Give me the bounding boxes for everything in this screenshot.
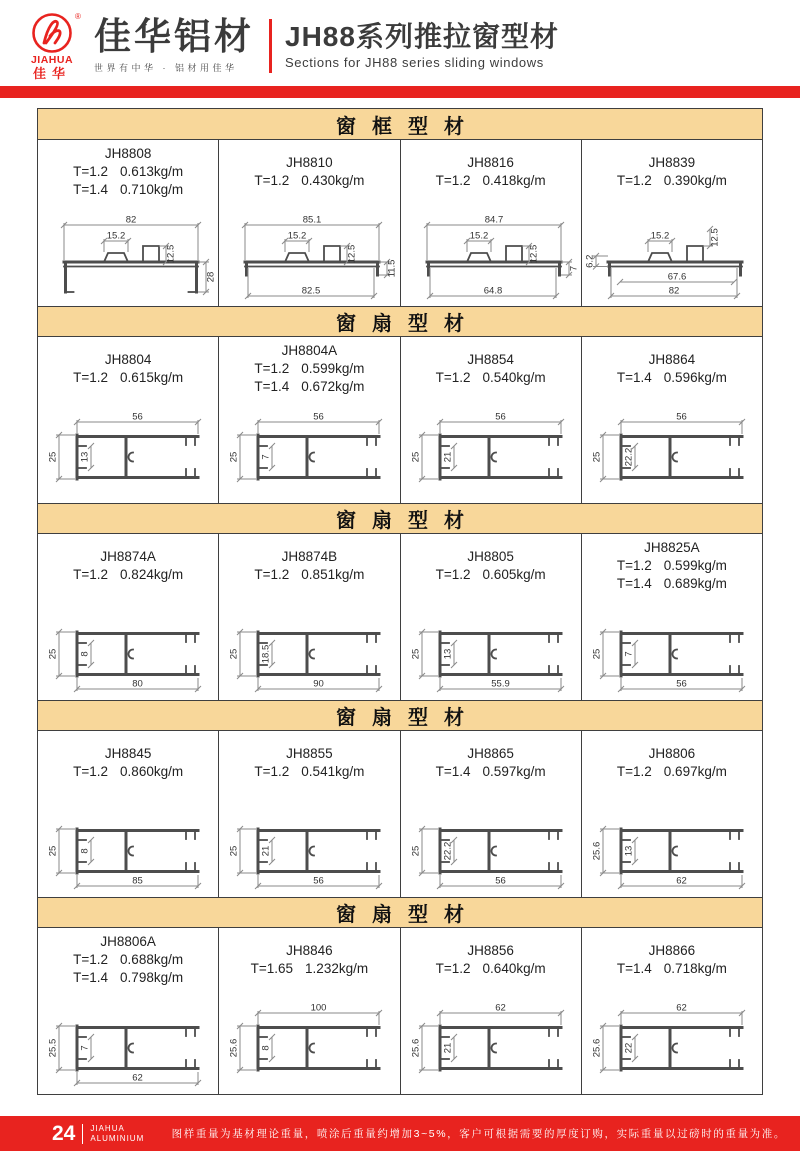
spec-thickness: T=1.2 xyxy=(254,567,290,582)
section-title: 窗扇型材 xyxy=(38,700,762,731)
spec-thickness: T=1.4 xyxy=(616,961,652,976)
brand-slogan: 世界有中华 · 铝材用佳华 xyxy=(94,62,238,73)
dim-label: 25 xyxy=(591,648,603,660)
profile-spec xyxy=(73,951,183,969)
spec-weight: 0.860kg/m xyxy=(120,764,184,779)
spec-weight: 0.430kg/m xyxy=(301,173,365,188)
profile-spec xyxy=(254,378,364,396)
profile-spec xyxy=(73,369,183,387)
dim-label: 8 xyxy=(79,651,91,657)
spec-thickness: T=1.2 xyxy=(73,567,109,582)
profile-cell-text xyxy=(251,928,368,988)
catalog-section xyxy=(38,503,762,700)
dim-label: 80 xyxy=(132,678,143,690)
spec-weight: 0.599kg/m xyxy=(663,558,727,573)
profile-cross-section-drawing xyxy=(221,799,397,895)
spec-weight: 0.824kg/m xyxy=(120,567,184,582)
footer-separator xyxy=(82,1124,83,1144)
dim-label: 12.5 xyxy=(709,228,721,247)
dim-label: 62 xyxy=(494,1002,506,1014)
profile-spec xyxy=(617,369,727,387)
profile-cell xyxy=(219,534,400,700)
dim-label: 25 xyxy=(591,451,603,463)
footer-note: 图样重量为基材理论重量，喷涂后重量约增加3~5%，客户可根据需要的厚度订购，实际重量以过磅时的重量为准。 xyxy=(171,1128,786,1140)
profile-cell-text xyxy=(73,731,183,791)
profile-model: JH8854 xyxy=(467,352,514,367)
profile-model: JH8816 xyxy=(467,155,514,170)
dim-label: 25 xyxy=(228,845,240,857)
dim-label: 7 xyxy=(568,265,579,272)
profile-cell xyxy=(38,731,219,897)
profile-cell xyxy=(38,534,219,700)
profile-cell-text xyxy=(436,928,546,988)
profile-cross-section-drawing xyxy=(40,405,216,501)
profile-model: JH8864 xyxy=(648,352,696,367)
profile-model: JH8845 xyxy=(104,746,152,761)
profile-cell xyxy=(219,928,400,1094)
profile-cell-text xyxy=(73,928,183,988)
dim-label: 25 xyxy=(410,845,422,857)
dim-label: 25.5 xyxy=(47,1038,59,1058)
footer-brand-line2: ALUMINIUM xyxy=(90,1133,145,1143)
section-title: 窗扇型材 xyxy=(38,897,762,928)
profile-cell xyxy=(401,731,582,897)
dim-label: 22.2 xyxy=(442,841,454,861)
profile-cell-text xyxy=(254,337,364,397)
section-title: 窗框型材 xyxy=(38,109,762,140)
profile-cell xyxy=(582,534,762,700)
dim-label: 28 xyxy=(205,271,217,283)
dim-label: 62 xyxy=(132,1072,143,1084)
profile-cross-section-drawing xyxy=(403,208,579,304)
spec-weight: 0.615kg/m xyxy=(120,370,184,385)
profile-cell-text xyxy=(436,140,546,200)
spec-thickness: T=1.4 xyxy=(254,379,290,394)
catalog-section xyxy=(38,306,762,503)
profile-cross-section-drawing xyxy=(584,405,760,501)
profile-spec xyxy=(436,369,546,387)
dim-label: 15.2 xyxy=(288,230,307,242)
spec-weight: 0.851kg/m xyxy=(301,567,365,582)
profile-spec xyxy=(73,163,183,181)
spec-thickness: T=1.2 xyxy=(616,558,652,573)
dim-label: 25 xyxy=(410,451,422,463)
logo-text: JIAHUA xyxy=(30,54,74,66)
dim-label: 85 xyxy=(132,875,143,887)
dim-label: 25.6 xyxy=(410,1038,422,1058)
dim-label: 21 xyxy=(442,451,454,463)
page-footer xyxy=(0,1116,800,1151)
dim-label: 21 xyxy=(260,845,272,857)
profile-cell xyxy=(219,337,400,503)
profile-spec xyxy=(73,566,183,584)
profile-model: JH8856 xyxy=(467,943,514,958)
header-divider xyxy=(269,19,272,73)
dim-label: 25.6 xyxy=(591,1038,603,1058)
profile-cell-text xyxy=(617,534,727,594)
profile-cell xyxy=(219,140,400,306)
spec-weight: 0.599kg/m xyxy=(301,361,365,376)
dim-label: 8 xyxy=(260,1045,272,1051)
profile-cross-section-drawing xyxy=(40,799,216,895)
dim-label: 11.5 xyxy=(386,259,398,278)
profile-cell-text xyxy=(254,140,364,200)
spec-weight: 0.418kg/m xyxy=(482,173,546,188)
spec-weight: 0.613kg/m xyxy=(120,164,184,179)
profile-cross-section-drawing xyxy=(40,996,216,1092)
profile-model: JH8806A xyxy=(100,934,156,949)
top-red-bar xyxy=(0,86,800,98)
profile-model: JH8805 xyxy=(467,549,514,564)
spec-thickness: T=1.2 xyxy=(435,567,471,582)
profile-cell xyxy=(582,928,762,1094)
profile-cross-section-drawing xyxy=(403,602,579,698)
dim-label: 67.6 xyxy=(667,271,687,283)
spec-weight: 0.597kg/m xyxy=(482,764,546,779)
spec-thickness: T=1.2 xyxy=(254,361,290,376)
profile-cell-text xyxy=(436,534,546,594)
profile-cell-text xyxy=(254,534,364,594)
logo-cn-text: 佳华 xyxy=(32,66,72,81)
profile-cell-text xyxy=(436,337,546,397)
dim-label: 25 xyxy=(228,451,240,463)
profile-cross-section-drawing xyxy=(403,996,579,1092)
dim-label: 13 xyxy=(79,451,91,463)
logo-reg-mark: ® xyxy=(75,12,81,21)
profile-cross-section-drawing xyxy=(403,405,579,501)
dim-label: 25 xyxy=(47,845,59,857)
profile-cell xyxy=(38,337,219,503)
profile-model: JH8825A xyxy=(644,540,700,555)
profile-cell xyxy=(219,731,400,897)
dim-label: 84.7 xyxy=(484,214,503,226)
spec-thickness: T=1.4 xyxy=(73,970,109,985)
spec-weight: 0.689kg/m xyxy=(663,576,727,591)
profile-cell xyxy=(582,337,762,503)
spec-thickness: T=1.4 xyxy=(616,370,652,385)
spec-thickness: T=1.2 xyxy=(254,764,290,779)
spec-thickness: T=1.2 xyxy=(435,961,471,976)
profile-spec xyxy=(436,566,546,584)
section-body xyxy=(38,928,762,1094)
dim-label: 25.6 xyxy=(228,1038,240,1058)
dim-label: 25.6 xyxy=(591,841,603,861)
dim-label: 6.2 xyxy=(584,254,596,268)
profile-spec xyxy=(254,566,364,584)
profile-cell xyxy=(401,337,582,503)
dim-label: 56 xyxy=(676,678,687,690)
dim-label: 100 xyxy=(310,1002,327,1014)
dim-label: 22.2 xyxy=(623,447,635,467)
spec-thickness: T=1.2 xyxy=(73,370,109,385)
profile-cell-text xyxy=(73,337,183,397)
spec-weight: 0.541kg/m xyxy=(301,764,365,779)
profile-cell-text xyxy=(436,731,546,791)
profile-spec xyxy=(436,763,546,781)
profile-cross-section-drawing xyxy=(221,602,397,698)
profile-cell-text xyxy=(617,731,727,791)
section-body xyxy=(38,140,762,306)
profile-cross-section-drawing xyxy=(40,208,216,304)
spec-thickness: T=1.2 xyxy=(435,173,471,188)
profile-cross-section-drawing xyxy=(584,799,760,895)
profile-cross-section-drawing xyxy=(221,208,397,304)
spec-weight: 0.540kg/m xyxy=(482,370,546,385)
brand-block xyxy=(94,18,254,74)
dim-label: 12.5 xyxy=(346,244,358,264)
dim-label: 25 xyxy=(47,648,59,660)
spec-thickness: T=1.2 xyxy=(616,764,652,779)
profile-model: JH8866 xyxy=(648,943,696,958)
spec-weight: 0.640kg/m xyxy=(482,961,546,976)
spec-weight: 0.688kg/m xyxy=(120,952,184,967)
spec-weight: 0.390kg/m xyxy=(663,173,727,188)
dim-label: 62 xyxy=(676,1002,687,1014)
spec-weight: 0.710kg/m xyxy=(120,182,184,197)
profile-model: JH8810 xyxy=(286,155,333,170)
dim-label: 13 xyxy=(623,845,635,857)
dim-label: 62 xyxy=(676,875,687,887)
brand-header xyxy=(24,10,780,82)
spec-weight: 0.672kg/m xyxy=(301,379,365,394)
catalog-section xyxy=(38,897,762,1094)
dim-label: 82 xyxy=(668,285,680,297)
dim-label: 56 xyxy=(494,411,506,423)
spec-thickness: T=1.4 xyxy=(435,764,471,779)
profile-spec xyxy=(73,969,183,987)
profile-spec xyxy=(617,575,727,593)
dim-label: 18.5 xyxy=(260,644,272,664)
dim-label: 56 xyxy=(494,875,506,887)
jiahua-logo-icon xyxy=(24,10,84,82)
profile-catalog-table xyxy=(37,108,763,1095)
profile-cross-section-drawing xyxy=(584,208,760,304)
profile-spec xyxy=(617,960,727,978)
spec-weight: 1.232kg/m xyxy=(305,961,369,976)
profile-model: JH8865 xyxy=(467,746,514,761)
dim-label: 85.1 xyxy=(303,214,322,226)
spec-thickness: T=1.4 xyxy=(616,576,652,591)
profile-cell xyxy=(582,140,762,306)
dim-label: 12.5 xyxy=(165,244,177,264)
spec-weight: 0.596kg/m xyxy=(663,370,727,385)
dim-label: 25 xyxy=(410,648,422,660)
profile-model: JH8855 xyxy=(286,746,333,761)
profile-cell-text xyxy=(617,140,727,200)
dim-label: 25 xyxy=(228,648,240,660)
section-body xyxy=(38,337,762,503)
page-title: JH88系列推拉窗型材 xyxy=(285,20,559,52)
spec-weight: 0.718kg/m xyxy=(663,961,727,976)
profile-model: JH8874B xyxy=(281,549,338,564)
spec-thickness: T=1.2 xyxy=(254,173,290,188)
profile-spec xyxy=(73,763,183,781)
footer-brand xyxy=(90,1124,144,1144)
profile-cross-section-drawing xyxy=(221,996,397,1092)
profile-model: JH8804 xyxy=(104,352,152,367)
profile-cross-section-drawing xyxy=(221,405,397,501)
profile-spec xyxy=(254,172,364,190)
dim-label: 82 xyxy=(125,214,137,226)
section-title: 窗扇型材 xyxy=(38,503,762,534)
profile-cell-text xyxy=(617,337,727,397)
dim-label: 15.2 xyxy=(106,230,126,242)
profile-spec xyxy=(73,181,183,199)
page-subtitle: Sections for JH88 series sliding windows xyxy=(285,55,544,71)
profile-spec xyxy=(436,172,546,190)
dim-label: 25 xyxy=(47,451,59,463)
spec-thickness: T=1.2 xyxy=(616,173,652,188)
profile-cell xyxy=(401,928,582,1094)
profile-cross-section-drawing xyxy=(40,602,216,698)
dim-label: 22 xyxy=(623,1042,635,1054)
dim-label: 7 xyxy=(623,651,635,657)
spec-weight: 0.798kg/m xyxy=(120,970,184,985)
profile-cross-section-drawing xyxy=(403,799,579,895)
profile-cross-section-drawing xyxy=(584,602,760,698)
brand-name: 佳华铝材 xyxy=(94,16,254,58)
profile-model: JH8806 xyxy=(648,746,696,761)
spec-weight: 0.605kg/m xyxy=(482,567,546,582)
catalog-section xyxy=(38,700,762,897)
dim-label: 56 xyxy=(313,411,325,423)
dim-label: 56 xyxy=(132,411,143,423)
dim-label: 15.2 xyxy=(650,230,670,242)
dim-label: 13 xyxy=(442,648,454,660)
section-body xyxy=(38,534,762,700)
section-body xyxy=(38,731,762,897)
spec-thickness: T=1.2 xyxy=(73,952,109,967)
dim-label: 56 xyxy=(676,411,687,423)
profile-cell-text xyxy=(254,731,364,791)
profile-cell xyxy=(401,140,582,306)
profile-model: JH8839 xyxy=(648,155,696,170)
spec-thickness: T=1.2 xyxy=(73,164,109,179)
dim-label: 82.5 xyxy=(302,285,321,297)
page-number: 24 xyxy=(52,1122,76,1145)
profile-cross-section-drawing xyxy=(584,996,760,1092)
profile-spec xyxy=(436,960,546,978)
profile-spec xyxy=(617,557,727,575)
catalog-section xyxy=(38,109,762,306)
section-title: 窗扇型材 xyxy=(38,306,762,337)
spec-thickness: T=1.4 xyxy=(73,182,109,197)
dim-label: 21 xyxy=(442,1042,454,1054)
profile-cell-text xyxy=(73,140,183,200)
profile-spec xyxy=(254,763,364,781)
profile-cell-text xyxy=(73,534,183,594)
profile-model: JH8874A xyxy=(100,549,156,564)
profile-model: JH8808 xyxy=(104,146,152,161)
spec-thickness: T=1.65 xyxy=(250,961,294,976)
profile-cell xyxy=(401,534,582,700)
profile-spec xyxy=(254,360,364,378)
profile-spec xyxy=(617,172,727,190)
profile-cell xyxy=(38,140,219,306)
dim-label: 64.8 xyxy=(483,285,502,297)
dim-label: 56 xyxy=(313,875,325,887)
dim-label: 7 xyxy=(260,454,272,460)
profile-model: JH8846 xyxy=(286,943,333,958)
profile-cell xyxy=(582,731,762,897)
footer-brand-line1: JIAHUA xyxy=(90,1123,125,1133)
spec-weight: 0.697kg/m xyxy=(663,764,727,779)
spec-thickness: T=1.2 xyxy=(73,764,109,779)
profile-cell-text xyxy=(617,928,727,988)
dim-label: 7 xyxy=(79,1045,91,1051)
profile-model: JH8804A xyxy=(281,343,338,358)
profile-spec xyxy=(617,763,727,781)
profile-cell xyxy=(38,928,219,1094)
profile-spec xyxy=(251,960,368,978)
dim-label: 15.2 xyxy=(469,230,488,242)
dim-label: 8 xyxy=(79,848,91,854)
dim-label: 90 xyxy=(313,678,325,690)
spec-thickness: T=1.2 xyxy=(435,370,471,385)
dim-label: 55.9 xyxy=(490,678,510,690)
dim-label: 12.5 xyxy=(528,244,540,264)
series-block xyxy=(285,22,559,71)
